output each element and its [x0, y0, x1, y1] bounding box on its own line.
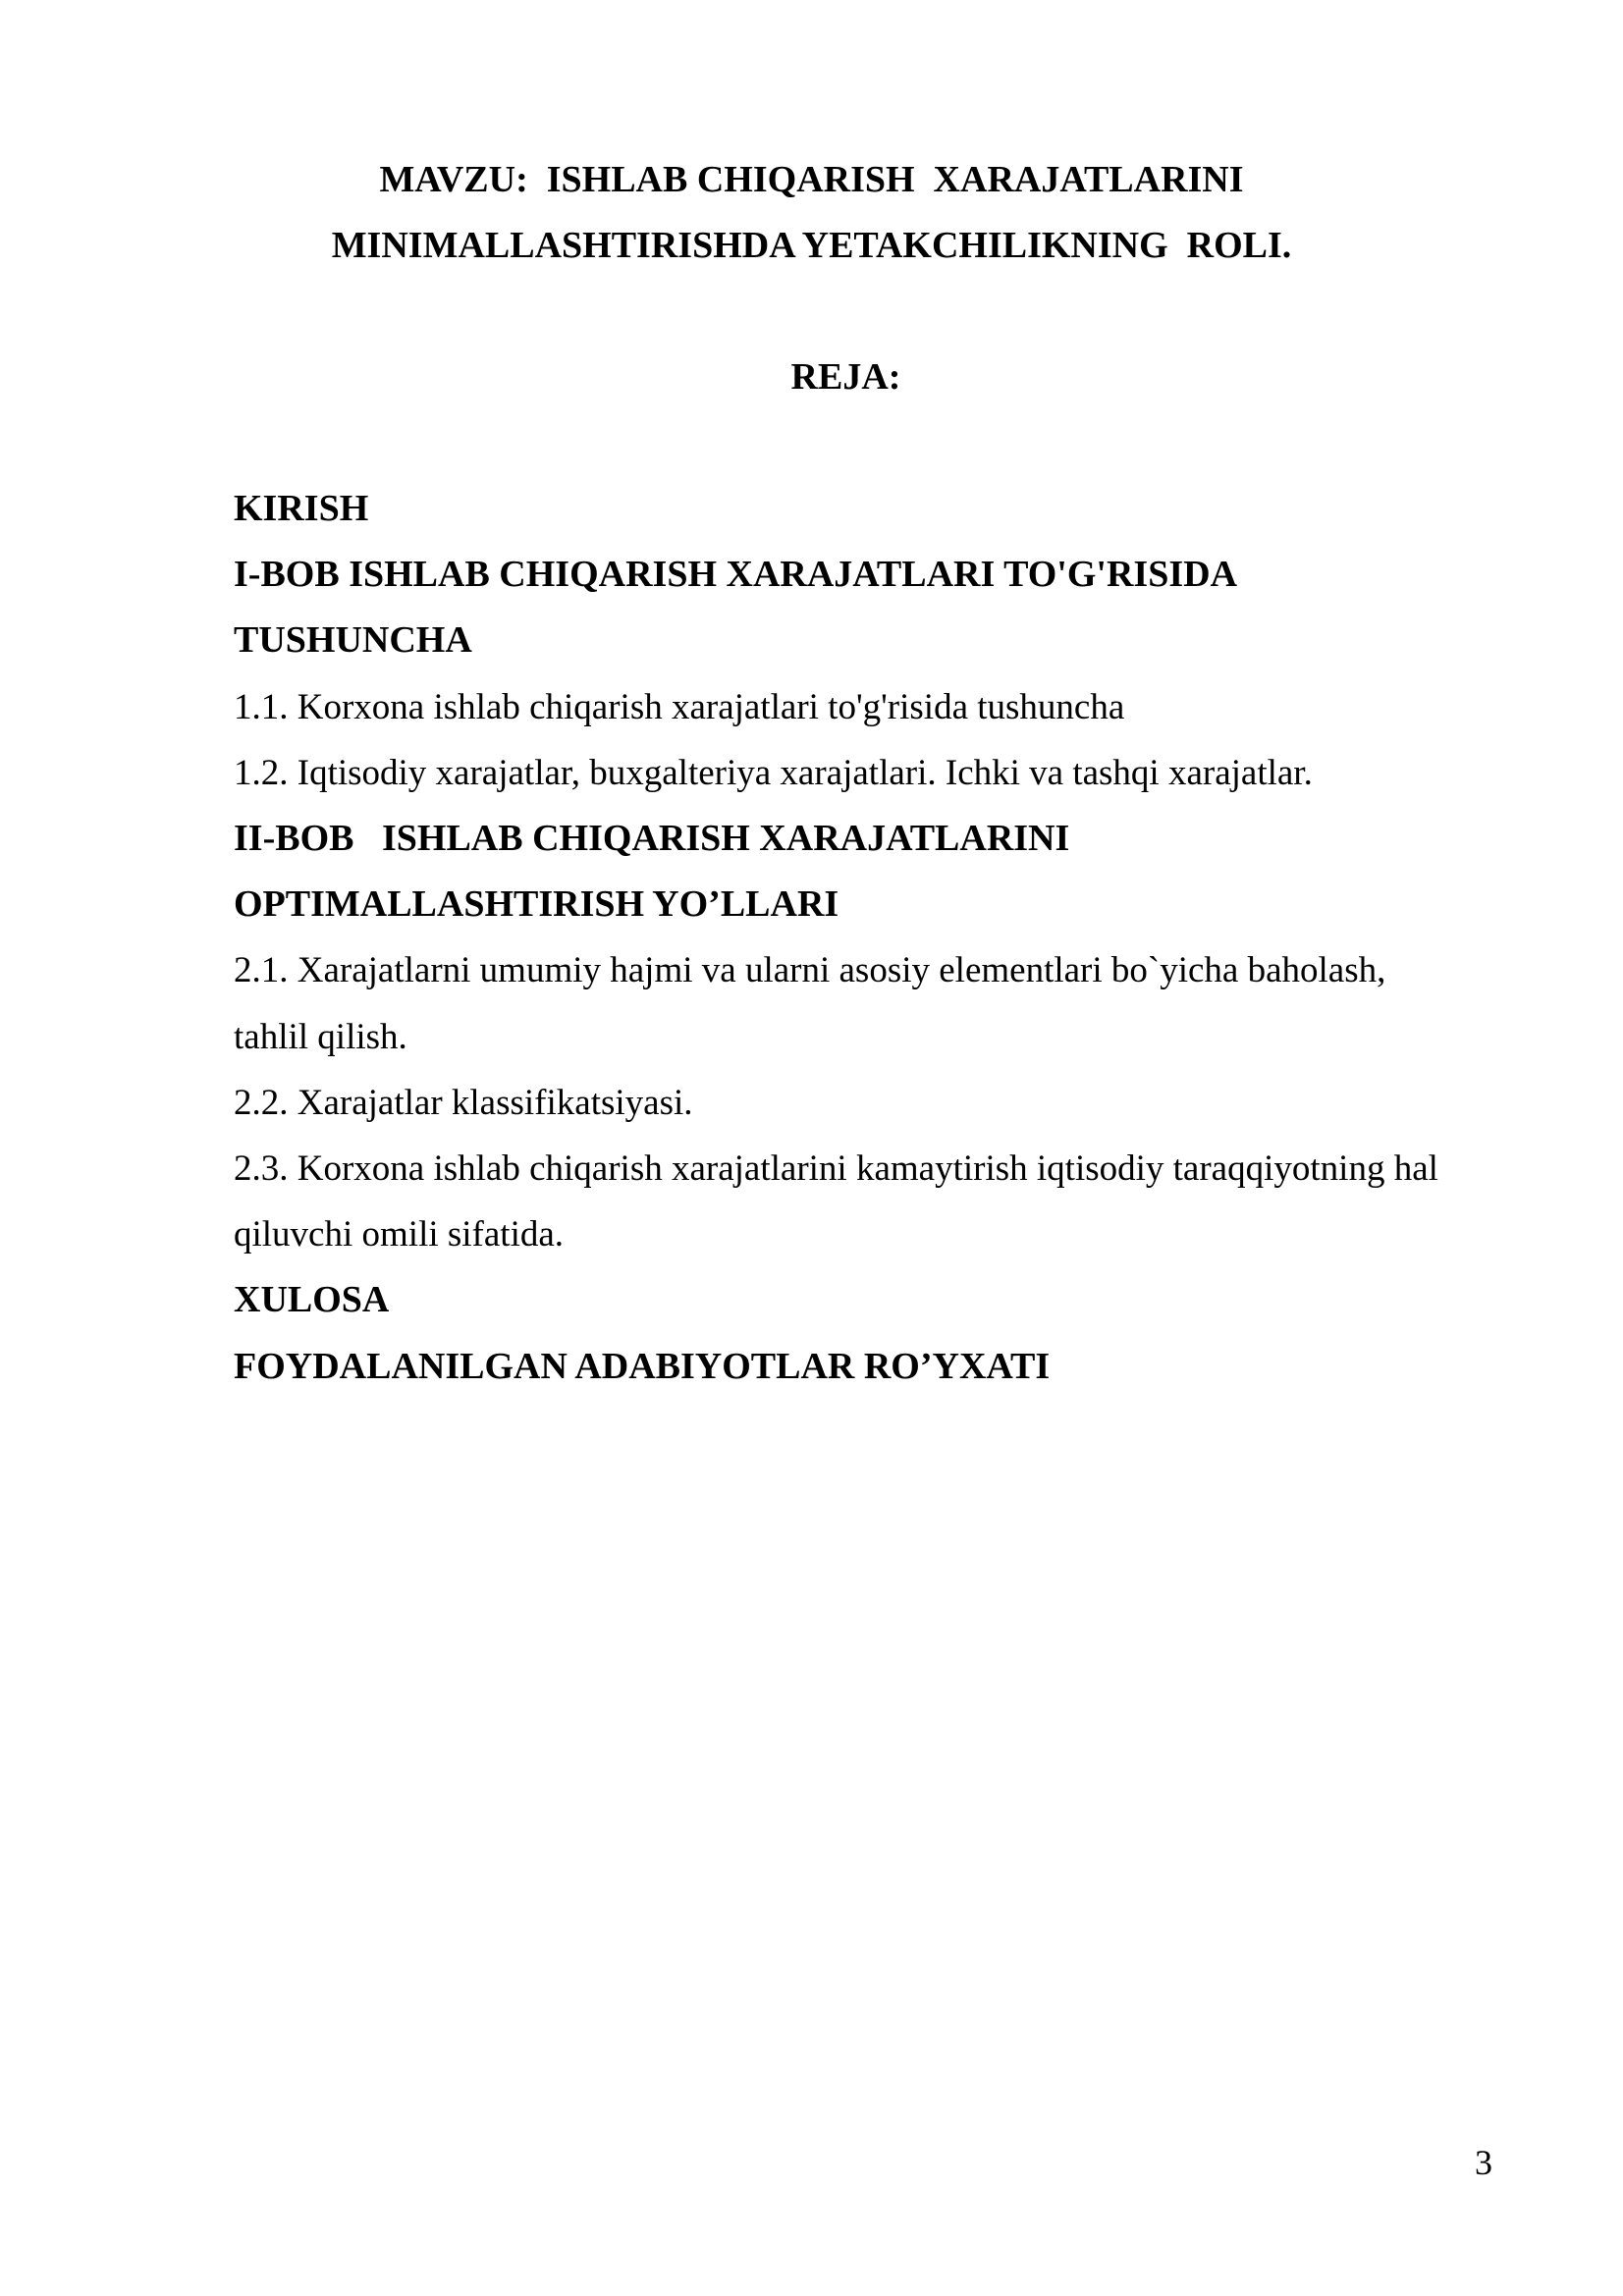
toc-item: 2.2. Xarajatlar klassifikatsiyasi.: [234, 1082, 693, 1123]
toc-item: II-BOB ISHLAB CHIQARISH XARAJATLARINI: [234, 818, 1070, 860]
toc-item: FOYDALANILGAN ADABIYOTLAR RO’YXATI: [234, 1345, 1051, 1387]
title-line-1: MAVZU: ISHLAB CHIQARISH XARAJATLARINI: [379, 159, 1244, 200]
toc-item: 1.1. Korxona ishlab chiqarish xarajatlari to'g'risida tushuncha: [234, 686, 1125, 727]
toc-item: TUSHUNCHA: [234, 619, 472, 662]
toc-item: tahlil qilish.: [234, 1016, 407, 1057]
document-title: [0, 147, 1623, 279]
title-line-2: MINIMALLASHTIRISHDA YETAKCHILIKNING ROLI.: [331, 225, 1292, 266]
toc-item: OPTIMALLASHTIRISH YO’LLARI: [234, 883, 839, 926]
toc-item: 2.3. Korxona ishlab chiqarish xarajatlarini kamaytirish iqtisodiy taraqqiyotning hal: [234, 1148, 1438, 1190]
toc-item: qiluvchi omili sifatida.: [234, 1214, 565, 1255]
toc-item: KIRISH: [234, 488, 369, 529]
plan-heading: REJA:: [790, 356, 901, 398]
toc-item: 2.1. Xarajatlarni umumiy hajmi va ularni asosiy elementlari bo`yicha baholash,: [234, 950, 1386, 991]
toc-item: 1.2. Iqtisodiy xarajatlar, buxgalteriya xarajatlari. Ichki va tashqi xarajatlar.: [234, 752, 1313, 793]
toc-item: XULOSA: [234, 1279, 390, 1321]
table-of-contents: [234, 476, 1530, 1400]
page-number: 3: [1475, 2143, 1492, 2182]
toc-item: I-BOB ISHLAB CHIQARISH XARAJATLARI TO'G'RISIDA: [234, 554, 1238, 596]
